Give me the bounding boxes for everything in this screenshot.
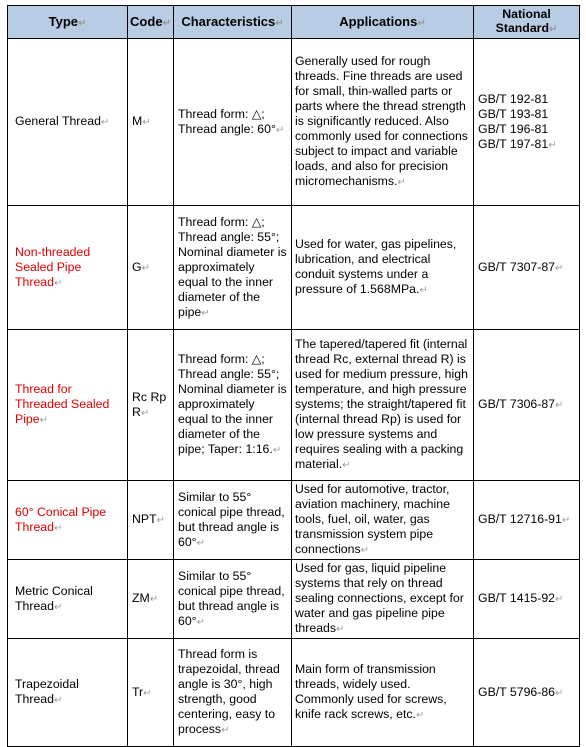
table-row <box>8 206 580 330</box>
standard-cell: GB/T 12716-91↵ <box>474 481 580 560</box>
thread-standards-table <box>7 5 580 747</box>
header-national-standard: National Standard↵ <box>474 6 580 39</box>
type-cell: Metric Conical Thread↵ <box>8 560 128 639</box>
standard-cell: GB/T 7307-87↵ <box>474 206 580 330</box>
table-row <box>8 560 580 639</box>
code-cell: NPT↵ <box>128 481 174 560</box>
characteristics-cell: Thread form: △; Thread angle: 55°; Nominal diameter is approximately equal to the inner diameter of the pipe↵ <box>174 206 292 330</box>
code-cell: ZM↵ <box>128 560 174 639</box>
table-header-row <box>8 6 580 39</box>
applications-cell: The tapered/tapered fit (internal thread Rc, external thread R) is used for medium pressure, high temperature, and high pressure systems; the straight/tapered fit (internal thread Rp) is used for low pressure systems and requires sealing with a packing material.↵ <box>292 330 474 481</box>
table-row <box>8 330 580 481</box>
code-cell: Tr↵ <box>128 639 174 747</box>
header-applications: Applications↵ <box>292 6 474 39</box>
header-code: Code↵ <box>128 6 174 39</box>
characteristics-cell: Thread form: △; Thread angle: 60°↵ <box>174 39 292 206</box>
code-cell: Rc Rp R↵ <box>128 330 174 481</box>
characteristics-cell: Similar to 55° conical pipe thread, but thread angle is 60°↵ <box>174 560 292 639</box>
applications-cell: Used for gas, liquid pipeline systems that rely on thread sealing connections, except for water and gas pipeline pipe threads↵ <box>292 560 474 639</box>
standard-cell: GB/T 5796-86↵ <box>474 639 580 747</box>
characteristics-cell: Thread form: △; Thread angle: 55°; Nominal diameter is approximately equal to the inner diameter of the pipe; Taper: 1:16.↵ <box>174 330 292 481</box>
standard-cell: GB/T 1415-92↵ <box>474 560 580 639</box>
code-cell: G↵ <box>128 206 174 330</box>
applications-cell: Used for automotive, tractor, aviation machinery, machine tools, fuel, oil, water, gas transmission system pipe connections↵ <box>292 481 474 560</box>
type-cell: Non-threaded Sealed Pipe Thread↵ <box>8 206 128 330</box>
applications-cell: Generally used for rough threads. Fine threads are used for small, thin-walled parts or parts where the thread strength is significantly reduced. Also commonly used for connections subject to impact and variable loads, and also for precision micromechanisms.↵ <box>292 39 474 206</box>
table-row <box>8 639 580 747</box>
characteristics-cell: Similar to 55° conical pipe thread, but thread angle is 60°↵ <box>174 481 292 560</box>
characteristics-cell: Thread form is trapezoidal, thread angle is 30°, high strength, good centering, easy to process↵ <box>174 639 292 747</box>
standard-cell: GB/T 192-81 GB/T 193-81 GB/T 196-81 GB/T 197-81↵ <box>474 39 580 206</box>
applications-cell: Used for water, gas pipelines, lubrication, and electrical conduit systems under a pressure of 1.568MPa.↵ <box>292 206 474 330</box>
table-row <box>8 39 580 206</box>
header-characteristics: Characteristics↵ <box>174 6 292 39</box>
standard-cell: GB/T 7306-87↵ <box>474 330 580 481</box>
type-cell: Thread for Threaded Sealed Pipe↵ <box>8 330 128 481</box>
type-cell: Trapezoidal Thread↵ <box>8 639 128 747</box>
header-type: Type↵ <box>8 6 128 39</box>
type-cell: 60° Conical Pipe Thread↵ <box>8 481 128 560</box>
table-row <box>8 481 580 560</box>
type-cell: General Thread↵ <box>8 39 128 206</box>
code-cell: M↵ <box>128 39 174 206</box>
applications-cell: Main form of transmission threads, widely used. Commonly used for screws, knife rack screws, etc.↵ <box>292 639 474 747</box>
